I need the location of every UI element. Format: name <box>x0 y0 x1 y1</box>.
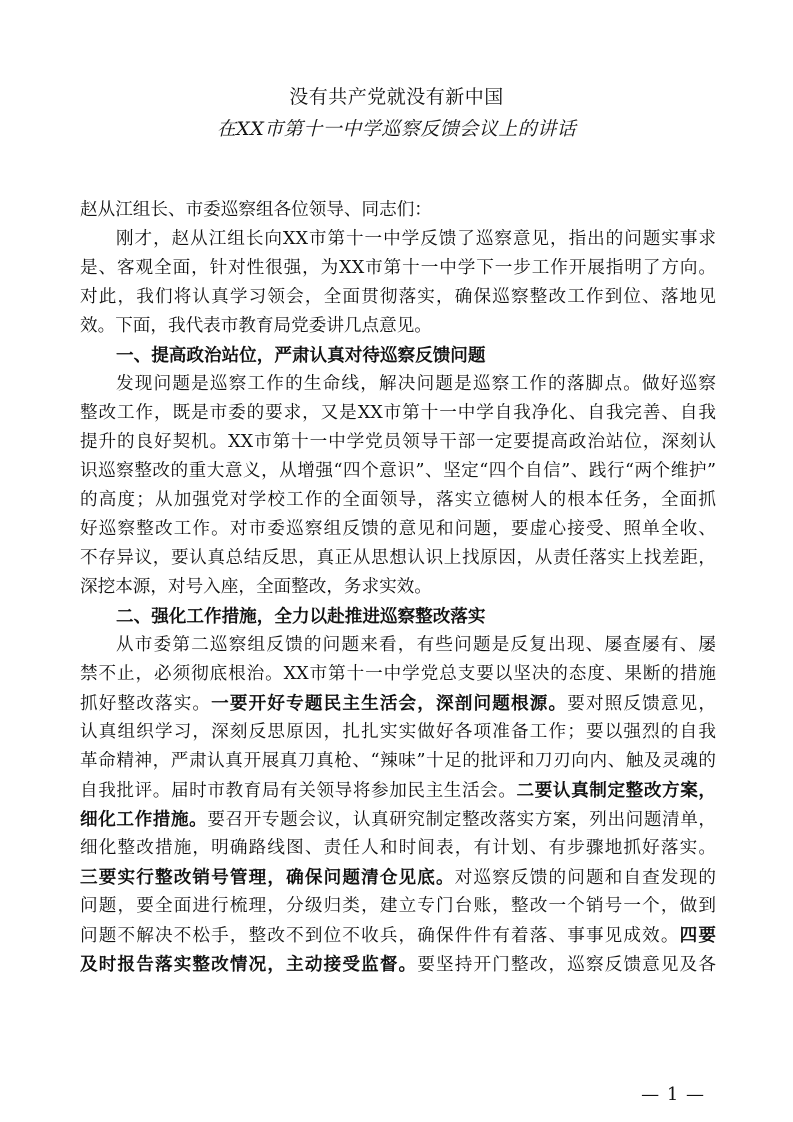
greeting: 赵从江组长、市委巡察组各位领导、同志们： <box>80 200 432 220</box>
paragraph-line: 深挖本源，对号入座，全面整改，务求实效。 <box>80 577 432 597</box>
paragraph-line: 不存异议，要认真总结反思，真正从思想认识上找原因，从责任落实上找差距， <box>80 548 716 568</box>
paragraph-line: 从市委第二巡察组反馈的问题来看，有些问题是反复出现、屡查屡有、屡 <box>116 635 716 655</box>
paragraph-line: 识巡察整改的重大意义，从增强“四个意识”、坚定“四个自信”、践行“两个维护” <box>80 461 716 481</box>
paragraph-line <box>80 921 716 950</box>
section-heading: 二、强化工作措施，全力以赴推进巡察整改落实 <box>116 606 486 627</box>
emphasis-text: 三要实行整改销号管理，确保问题清仓见底。 <box>80 867 455 888</box>
page-number: — 1 — <box>641 1084 705 1105</box>
paragraph-line: 整改工作，既是市委的要求，又是XX市第十一中学自我净化、自我完善、自我 <box>80 403 716 423</box>
text-run: 要召开专题会议，认真研究制定整改落实方案，列出问题清单， <box>207 810 716 830</box>
paragraph-line: 刚才，赵从江组长向XX市第十一中学反馈了巡察意见，指出的问题实事求 <box>116 229 716 249</box>
paragraph-line <box>80 776 716 805</box>
paragraph-line: 细化整改措施，明确路线图、责任人和时间表，有计划、有步骤地抓好落实。 <box>80 838 716 858</box>
emphasis-text: 一要开好专题民主生活会，深剖问题根源。 <box>211 693 568 714</box>
emphasis-text: 四要 <box>679 925 716 946</box>
emphasis-text: 及时报告落实整改情况，主动接受监督。 <box>80 954 418 975</box>
paragraph-line: 问题，要全面进行梳理，分级归类，建立专门台账，整改一个销号一个，做到 <box>80 896 716 916</box>
text-run: 抓好整改落实。 <box>80 694 212 714</box>
text-run: 对巡察反馈的问题和自查发现的 <box>454 868 716 888</box>
emphasis-text: 细化工作措施。 <box>80 809 208 830</box>
text-run: 问题不解决不松手，整改不到位不收兵，确保件件有着落、事事见成效。 <box>80 926 680 946</box>
emphasis-text: 二要认真制定整改方案， <box>516 780 716 801</box>
paragraph-line: 认真组织学习，深刻反思原因，扎扎实实做好各项准备工作；要以强烈的自我 <box>80 722 716 742</box>
section-heading: 一、提高政治站位，严肃认真对待巡察反馈问题 <box>116 345 486 366</box>
text-run: 自我批评。届时市教育局有关领导将参加民主生活会。 <box>80 781 517 801</box>
paragraph-line <box>80 950 716 979</box>
paragraph-line: 效。下面，我代表市教育局党委讲几点意见。 <box>80 316 432 336</box>
paragraph-line: 好巡察整改工作。对市委巡察组反馈的意见和问题，要虚心接受、照单全收、 <box>80 519 716 539</box>
paragraph-line: 发现问题是巡察工作的生命线，解决问题是巡察工作的落脚点。做好巡察 <box>116 374 716 394</box>
paragraph-line: 禁不止，必须彻底根治。XX市第十一中学党总支要以坚决的态度、果断的措施 <box>80 664 716 684</box>
text-run: 要对照反馈意见， <box>567 694 716 714</box>
paragraph-line: 革命精神，严肃认真开展真刀真枪、“辣味”十足的批评和刀刃向内、触及灵魂的 <box>80 751 716 771</box>
document-subtitle: 在XX市第十一中学巡察反馈会议上的讲话 <box>216 118 577 140</box>
paragraph-line <box>80 689 716 718</box>
document-body <box>80 196 716 979</box>
document-title: 没有共产党就没有新中国 <box>289 86 504 108</box>
paragraph-line <box>80 805 716 834</box>
paragraph-line <box>80 863 716 892</box>
paragraph-line: 是、客观全面，针对性很强，为XX市第十一中学下一步工作开展指明了方向。 <box>80 258 716 278</box>
text-run: 要坚持开门整改，巡察反馈意见及各 <box>417 955 716 975</box>
paragraph-line: 的高度；从加强党对学校工作的全面领导，落实立德树人的根本任务，全面抓 <box>80 490 716 510</box>
paragraph-line: 提升的良好契机。XX市第十一中学党员领导干部一定要提高政治站位，深刻认 <box>80 432 716 452</box>
paragraph-line: 对此，我们将认真学习领会，全面贯彻落实，确保巡察整改工作到位、落地见 <box>80 287 716 307</box>
